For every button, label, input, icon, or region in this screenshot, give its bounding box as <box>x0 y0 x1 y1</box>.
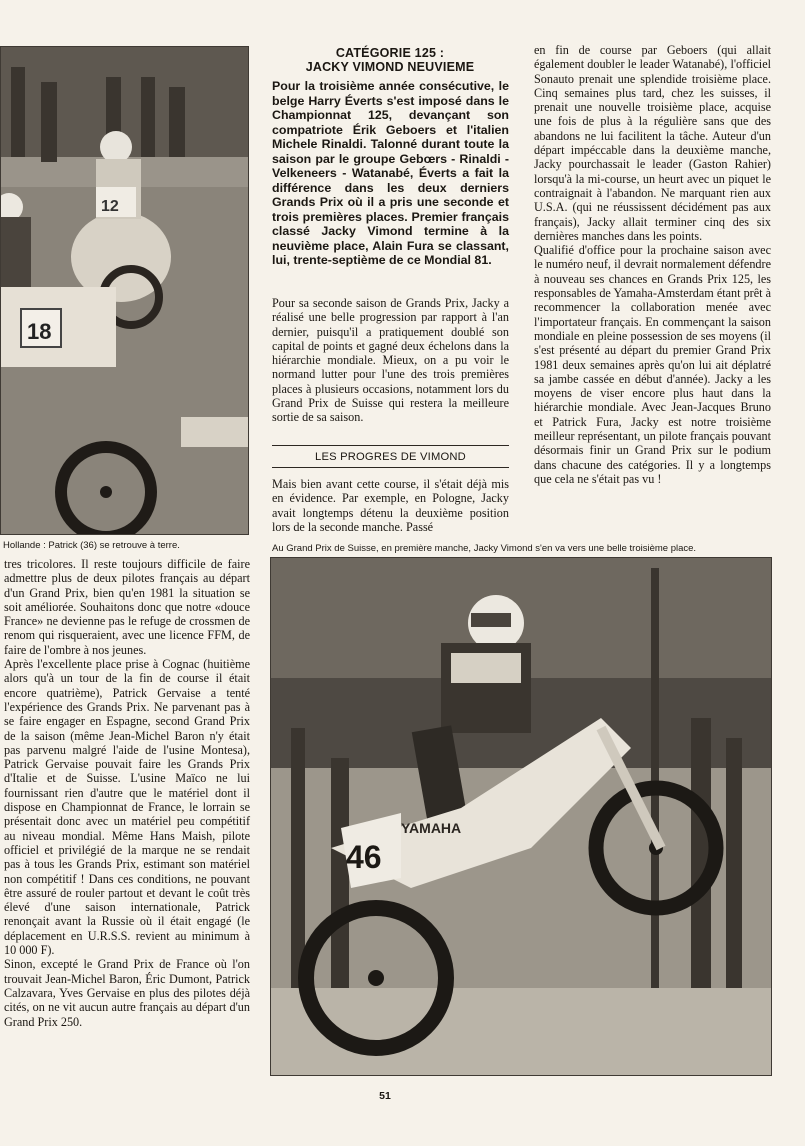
subhead-rule-bottom <box>272 467 509 468</box>
article-left-column <box>4 557 250 1029</box>
svg-text:12: 12 <box>101 198 119 215</box>
article-para-1: Pour sa seconde saison de Grands Prix, Jacky a réalisé une belle progression par rapport à l'an dernier, puisqu'il a pratiquement doublé son capital de points et gagné deux échelons dans la hiérarchie mondiale. Mieux, on a pu voir le normand lutter pour l'une des trois premières places à plusieurs occasions, notamment lors du Grand Prix de Suisse qui restera la meilleure sortie de sa saison. <box>272 296 509 425</box>
right-para-1: en fin de course par Geboers (qui allait également doubler le leader Watanabé), l'officiel Sonauto prenait une splendide troisième place. Cinq semaines plus tard, chez les suisses, il prenait une nouvelle troisième place, acquise une fois de plus à la régulière sans que des abandons ne lui facilitent la tâche. Auteur d'un départ impéccable dans la deuxième manche, Jacky pourchassait le leader (Gaston Rahier) lorsqu'à la mi-course, un heurt avec un piquet le contraignait à l'abandon. Ne marquant rien aux U.S.A. (qui ne réussissent décidément pas aux français), Jacky allait terminer cinq des six dernières manches dans les points. <box>534 43 771 243</box>
photo-jacky-vimond-suisse <box>270 557 772 1076</box>
left-para-1: tres tricolores. Il reste toujours difficile de faire admettre plus de deux pilotes français au départ d'un Grand Prix, bien qu'en 1981 la situation se soit améliorée. Souhaitons donc que notre «douce France» ne devienne pas le refuge de crossmen de renom qui risqueraient, avec une licence FFM, de faire de l'ombre à nos jeunes. <box>4 557 250 657</box>
svg-text:18: 18 <box>27 319 52 344</box>
article-subhead: LES PROGRES DE VIMOND <box>315 451 466 463</box>
headline-line-2: JACKY VIMOND NEUVIEME <box>305 60 475 74</box>
article-right-column <box>534 43 771 486</box>
right-para-2: Qualifié d'office pour la prochaine saison avec le numéro neuf, il devrait normalement défendre à nouveau ses chances en Grands Prix 125, les responsables de Yamaha-Amsterdam étant prêt à recommencer la collaboration menée avec l'importateur français. En commençant la saison mondiale en pleine possession de ses moyens (il s'est présenté au départ du premier Grand Prix 1981 deux semaines après qu'on lui ait déplatré sa jambe cassée en début d'année). Jacky a les moyens de viser encore plus haut dans la hiérarchie mondiale. Avec Jean-Jacques Bruno et Patrick Fura, Jacky est notre troisième meilleur représentant, un pilote français pouvant désormais finir un Grand Prix sur le podium dans chacune des catégories. Il y a longtemps que cela ne s'était pas vu ! <box>534 243 771 486</box>
left-para-2: Après l'excellente place prise à Cognac (huitième alors qu'à un tour de la fin de course il était encore quatrième), Patrick Gervaise a tenté l'expérience des Grands Prix. Ne parvenant pas à se faire engager en Espagne, second Grand Prix de la saison (même Jean-Michel Baron n'y était pas parvenu malgré l'aide de l'usine Montesa), Patrick Gervaise pouvait faire les Grands Prix d'Italie et de Suisse. L'usine Maïco ne lui fournissant rien d'autre que le matériel dont il dispose en Championnat de France, le lorrain se présentait donc avec un matériel peu compétitif au niveau mondial. Même Hans Maish, pilote officiel et privilégié de la marque ne se rendait pas à tous les Grands Prix, estimant son matériel non compétitif ! Dans ces conditions, ne pouvant être assuré de rouler partout et devant le coût très élevé d'une saison internationale, Patrick renonçait avant la Russie où il était engagé (le déplacement en U.R.S.S. revient au minimum à 10 000 F). <box>4 657 250 958</box>
article-para-2: Mais bien avant cette course, il s'était déjà mis en évidence. Par exemple, en Pologne, Jacky avait longtemps détenu la deuxième position lors de la seconde manche. Passé <box>272 477 509 534</box>
article-headline <box>270 46 510 74</box>
article-lead: Pour la troisième année consécutive, le belge Harry Éverts s'est imposé dans le Championnat 125, devançant son compatriote Érik Geboers et l'italien Michele Rinaldi. Talonné durant toute la saison par le groupe Gebœrs - Rinaldi - Velkeneers - Watanabé, Éverts a fait la différence dans les deux derniers Grands Prix où il a pris une seconde et trois premières places. Premier français classé Jacky Vimond termine à la neuvième place, Alain Fura se classant, lui, trente-septième de ce Mondial 81. <box>272 79 509 267</box>
subhead-rule-top <box>272 445 509 446</box>
photo-motocross-holland <box>0 46 249 535</box>
photo-main-caption: Au Grand Prix de Suisse, en première manche, Jacky Vimond s'en va vers une belle troisième place. <box>272 543 697 554</box>
photo-top-caption: Hollande : Patrick (36) se retrouve à terre. <box>3 540 180 551</box>
bike-number-plate: 46 <box>346 839 382 875</box>
page-number: 51 <box>379 1090 391 1102</box>
headline-line-1: CATÉGORIE 125 : <box>335 46 445 60</box>
left-para-3: Sinon, excepté le Grand Prix de France où l'on trouvait Jean-Michel Baron, Éric Dumont, Patrick Calzavara, Yves Gervaise en plus des pilotes déjà cités, on ne vit aucun autre français au départ d'un Grand Prix 250. <box>4 957 250 1029</box>
bike-tank-logo: YAMAHA <box>401 820 462 836</box>
